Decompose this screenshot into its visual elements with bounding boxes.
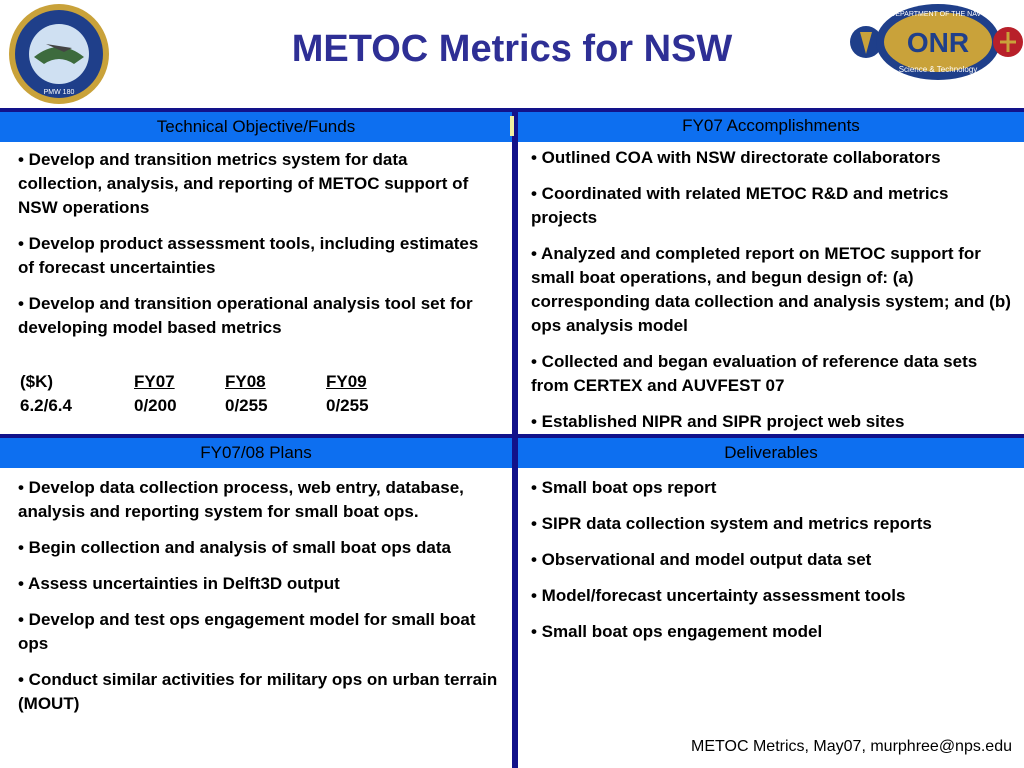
plan-bullet: • Assess uncertainties in Delft3D output — [18, 574, 340, 593]
plan-bullet: • Conduct similar activities for military ops on urban terrain (MOUT) — [18, 670, 498, 713]
deliverable-bullet: • Observational and model output data set — [531, 550, 872, 569]
deliverable-bullet: • SIPR data collection system and metrics reports — [531, 514, 932, 533]
accomplishment-bullet: • Coordinated with related METOC R&D and metrics projects — [531, 184, 949, 227]
funds-category: 6.2/6.4 — [20, 396, 72, 415]
page-title: METOC Metrics for NSW — [291, 28, 733, 70]
funds-value: 0/255 — [326, 396, 369, 415]
accomplishment-bullet: • Outlined COA with NSW directorate collaborators — [531, 148, 941, 167]
funds-unit: ($K) — [20, 372, 54, 391]
deliverables-header: Deliverables — [518, 438, 1024, 468]
objective-bullet: • Develop product assessment tools, including estimates of forecast uncertainties — [18, 234, 479, 277]
funds-year: FY07 — [134, 372, 175, 391]
accomplishments-list — [531, 146, 1015, 446]
header-marker — [510, 116, 514, 136]
plans-list — [18, 476, 498, 728]
objective-bullet: • Develop and transition metrics system for data collection, analysis, and reporting of METOC support of NSW operations — [18, 150, 469, 217]
funds-year: FY09 — [326, 372, 367, 391]
footer-text: METOC Metrics, May07, murphree@nps.edu — [691, 738, 1012, 755]
accomplishments-header: FY07 Accomplishments — [518, 112, 1024, 142]
onr-bottom-text: Science & Technology — [898, 65, 978, 74]
funds-value: 0/255 — [225, 396, 268, 415]
objective-header: Technical Objective/Funds — [0, 112, 512, 142]
accomplishment-bullet: • Collected and began evaluation of reference data sets from CERTEX and AUVFEST 07 — [531, 352, 978, 395]
deliverable-bullet: • Small boat ops engagement model — [531, 622, 823, 641]
funds-year: FY08 — [225, 372, 266, 391]
objective-list — [18, 148, 496, 352]
seal-label: PMW 180 — [43, 89, 75, 96]
onr-top-text: DEPARTMENT OF THE NAVY — [890, 11, 986, 18]
funds-value: 0/200 — [134, 396, 177, 415]
deliverable-bullet: • Model/forecast uncertainty assessment tools — [531, 586, 906, 605]
plan-bullet: • Develop and test ops engagement model for small boat ops — [18, 610, 476, 653]
plans-header: FY07/08 Plans — [0, 438, 512, 468]
deliverables-list — [531, 476, 1015, 656]
accomplishment-bullet: • Analyzed and completed report on METOC support for small boat operations, and begun design of: (a) corresponding data collection and analysis system; and (b) ops analysis model — [531, 244, 1011, 335]
plan-bullet: • Develop data collection process, web entry, database, analysis and reporting system for small boat ops. — [18, 478, 464, 521]
plan-bullet: • Begin collection and analysis of small boat ops data — [18, 538, 451, 557]
onr-letters: ONR — [906, 27, 970, 58]
objective-bullet: • Develop and transition operational analysis tool set for developing model based metrics — [18, 294, 473, 337]
accomplishment-bullet: • Established NIPR and SIPR project web sites — [531, 412, 905, 431]
deliverable-bullet: • Small boat ops report — [531, 478, 717, 497]
